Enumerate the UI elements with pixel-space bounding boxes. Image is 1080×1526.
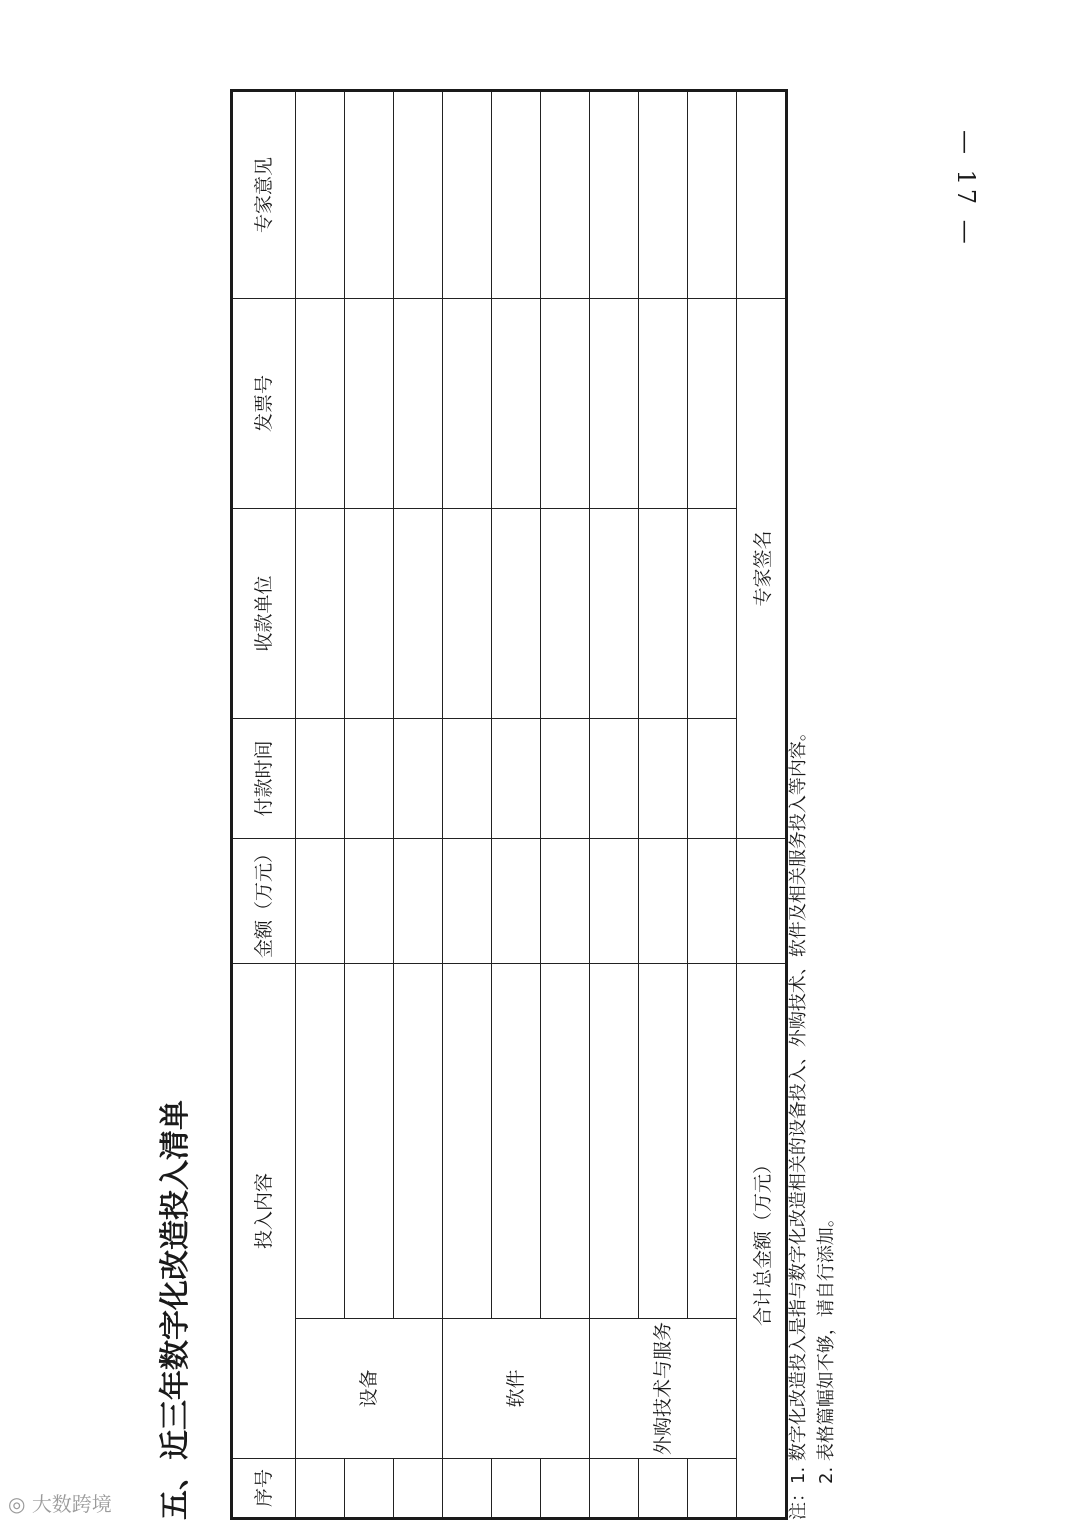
watermark-logo-icon: ◎ xyxy=(8,1492,26,1516)
table-row xyxy=(541,90,590,1518)
table-row xyxy=(443,90,492,1518)
header-content: 投入内容 xyxy=(232,963,296,1458)
header-invoice: 发票号 xyxy=(232,298,296,508)
table-row xyxy=(296,90,345,1518)
notes xyxy=(785,723,841,1520)
header-payee: 收款单位 xyxy=(232,508,296,718)
watermark xyxy=(8,1488,112,1517)
note-2: 2. 表格篇幅如不够，请自行添加。 xyxy=(816,1209,837,1484)
table-row xyxy=(394,90,443,1518)
header-amount: 金额（万元） xyxy=(232,838,296,963)
document-body xyxy=(150,80,850,1520)
category-equipment: 设备 xyxy=(296,1319,443,1459)
category-services: 外购技术与服务 xyxy=(590,1319,737,1459)
total-amount-cell[interactable] xyxy=(737,838,787,963)
expert-sign-label: 专家签名 xyxy=(737,298,787,838)
table-row xyxy=(492,90,541,1518)
table-row xyxy=(590,90,639,1518)
table-row xyxy=(345,90,394,1518)
page-number: — 17 — xyxy=(952,130,980,248)
expert-sign-cell[interactable] xyxy=(737,90,787,298)
header-seq: 序号 xyxy=(232,1459,296,1519)
table-row xyxy=(639,90,688,1518)
total-label: 合计总金额（万元） xyxy=(737,963,787,1518)
total-row xyxy=(737,90,787,1518)
page-title: 五、近三年数字化改造投入清单 xyxy=(158,1100,193,1520)
header-pay-time: 付款时间 xyxy=(232,718,296,838)
note-1: 注：1. 数字化改造投入是指与数字化改造相关的设备投入、外购技术、软件及相关服务投入等内容。 xyxy=(788,723,809,1520)
table-row xyxy=(688,90,737,1518)
header-expert: 专家意见 xyxy=(232,90,296,298)
investment-table xyxy=(230,89,788,1520)
watermark-text: 大数跨境 xyxy=(31,1492,112,1516)
table-header-row xyxy=(232,90,296,1518)
category-software: 软件 xyxy=(443,1319,590,1459)
